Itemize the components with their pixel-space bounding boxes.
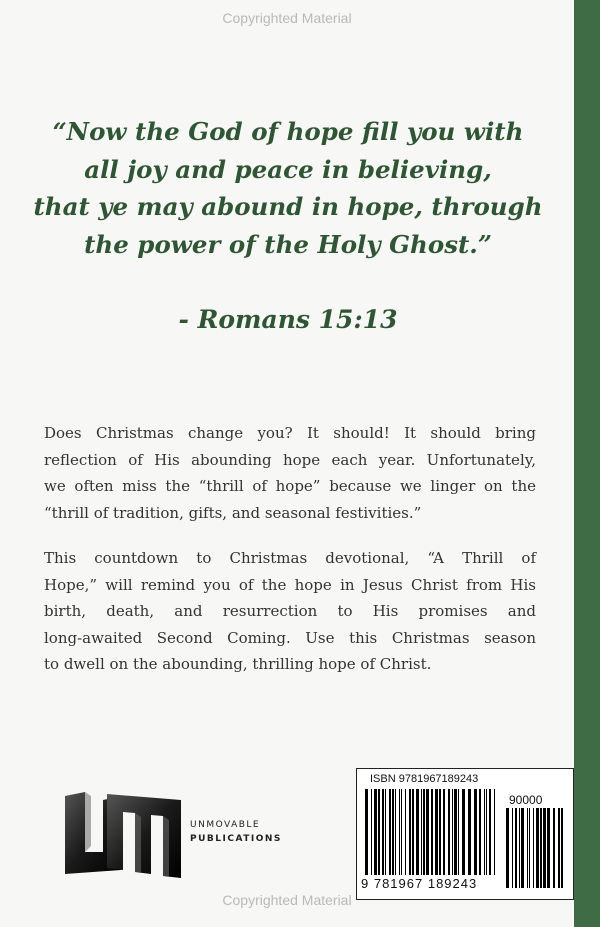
- paragraph-line: long-awaited Second Coming. Use this Christmas season: [44, 628, 536, 647]
- quote-line: all joy and peace in believing,: [84, 154, 492, 184]
- barcode-bar: [561, 808, 563, 888]
- barcode-bar: [462, 789, 465, 875]
- description-paragraph-1: [44, 420, 536, 526]
- barcode-bar: [489, 789, 491, 875]
- paragraph-line: Does Christmas change you? It should! It should bring: [44, 424, 536, 442]
- barcode-bar: [521, 808, 524, 888]
- barcode-digits: 9 781967 189243: [361, 876, 478, 891]
- ean13-barcode: [365, 789, 499, 875]
- publisher-name-line1: UNMOVABLE: [190, 820, 261, 830]
- publisher-name: [190, 818, 282, 846]
- barcode-bar: [454, 789, 457, 875]
- barcode-bar: [371, 789, 372, 875]
- barcode-bar: [486, 789, 487, 875]
- barcode-bar: [527, 808, 528, 888]
- barcode-bar: [515, 808, 517, 888]
- barcode-bar: [378, 789, 380, 875]
- barcode-bar: [519, 808, 520, 888]
- paragraph-line: we often miss the “thrill of hope” because we linger on the: [44, 477, 536, 495]
- quote-line: that ye may abound in hope, through: [33, 192, 543, 221]
- scripture-quote: [20, 113, 556, 263]
- barcode-bar: [401, 789, 402, 875]
- description-paragraph-2: [44, 545, 536, 678]
- paragraph-line: to dwell on the abounding, thrilling hope of Christ.: [44, 655, 432, 673]
- paragraph-line: Hope,” will remind you of the hope in Jesus Christ from His: [44, 575, 536, 594]
- barcode-bar: [431, 789, 433, 875]
- barcode-bar: [558, 808, 560, 888]
- barcode-bar: [399, 789, 400, 875]
- barcode-bar: [448, 789, 450, 875]
- price-addon-barcode: [506, 808, 564, 888]
- barcode-bar: [389, 789, 391, 875]
- paragraph-line: reflection of His abounding hope each year. Unfortunately,: [44, 450, 536, 469]
- barcode-bar: [392, 789, 394, 875]
- barcode-bar: [423, 789, 425, 875]
- paragraph-line: birth, death, and resurrection to His promises and: [44, 602, 536, 620]
- price-code: 90000: [509, 793, 543, 807]
- um-monogram-logo: [63, 790, 183, 880]
- barcode-bar: [540, 808, 542, 888]
- watermark-top: Copyrighted Material: [222, 10, 352, 26]
- barcode-bar: [468, 789, 471, 875]
- watermark-bottom: Copyrighted Material: [222, 892, 352, 908]
- publisher-name-line2: PUBLICATIONS: [190, 834, 282, 844]
- barcode-bar: [479, 789, 481, 875]
- barcode-bar: [474, 789, 477, 875]
- barcode-bar: [412, 789, 414, 875]
- barcode-bar: [458, 789, 459, 875]
- barcode-bar: [543, 808, 546, 888]
- barcode-bar: [405, 789, 406, 875]
- paragraph-line: This countdown to Christmas devotional, “A Thrill of: [44, 549, 536, 567]
- barcode-bar: [439, 789, 441, 875]
- quote-line: the power of the Holy Ghost.”: [84, 229, 492, 259]
- barcode-bar: [409, 789, 411, 875]
- barcode-bar: [365, 789, 368, 875]
- barcode-bar: [536, 808, 539, 888]
- barcode-bar: [421, 789, 422, 875]
- barcode-bar: [395, 789, 396, 875]
- scripture-reference: - Romans 15:13: [178, 305, 398, 334]
- paragraph-line: “thrill of tradition, gifts, and seasonal festivities.”: [44, 503, 422, 522]
- barcode-bar: [506, 808, 509, 888]
- isbn-label: ISBN 9781967189243: [370, 773, 479, 785]
- isbn-barcode-box: [356, 768, 574, 900]
- barcode-bar: [416, 789, 419, 875]
- barcode-bar: [443, 789, 445, 875]
- barcode-bar: [374, 789, 377, 875]
- barcode-bar: [512, 808, 513, 888]
- barcode-bar: [426, 789, 429, 875]
- book-spine-edge: [574, 0, 600, 927]
- barcode-bar: [529, 808, 530, 888]
- barcode-bar: [553, 808, 555, 888]
- barcode-bar: [494, 789, 495, 875]
- barcode-bar: [435, 789, 438, 875]
- barcode-bar: [452, 789, 453, 875]
- barcode-bar: [385, 789, 386, 875]
- barcode-bar: [547, 808, 550, 888]
- barcode-bar: [484, 789, 485, 875]
- barcode-bar: [382, 789, 384, 875]
- barcode-bar: [533, 808, 534, 888]
- quote-line: “Now the God of hope fill you with: [52, 117, 524, 146]
